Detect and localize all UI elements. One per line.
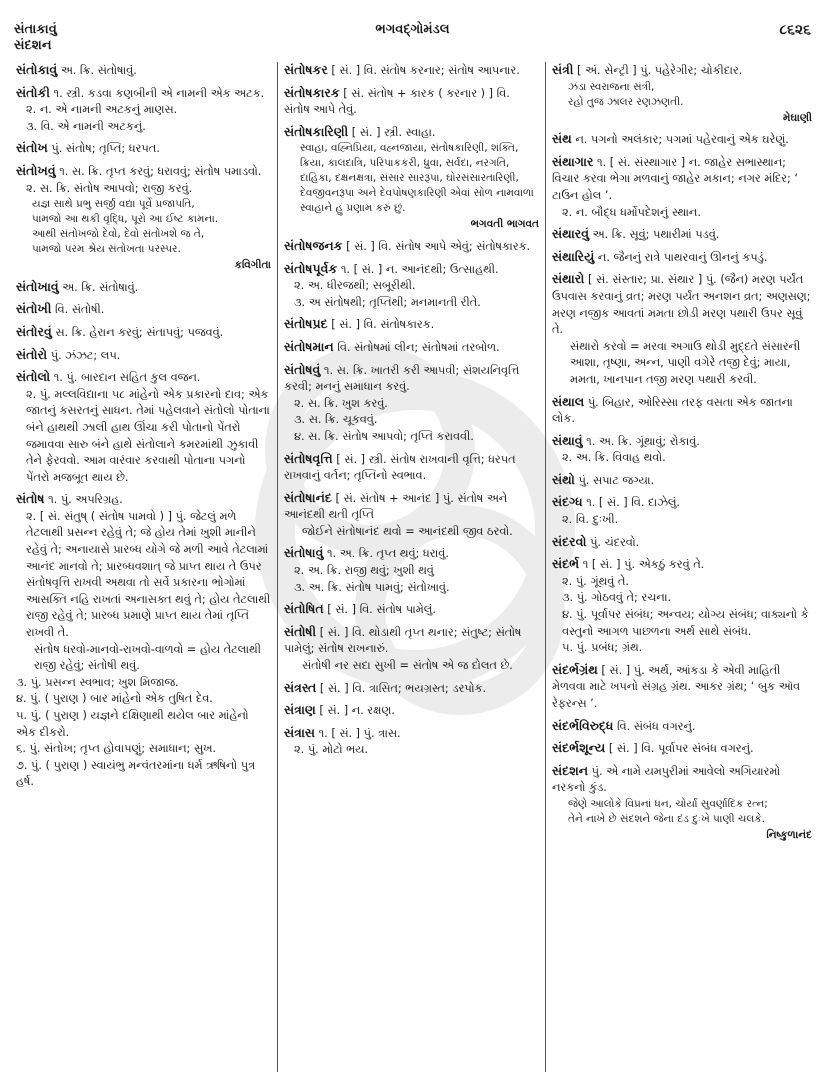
entry-line	[552, 494, 812, 512]
dictionary-entry	[552, 472, 812, 490]
headword: સંથાલ	[552, 393, 585, 409]
definition: ન. જૈનનું રાત્રે પાથરવાનું ઊનનું કપડું.	[597, 250, 768, 264]
dictionary-entry	[284, 316, 539, 334]
sense: ૨. સ. ક્રિ. ખુશ કરવું.	[294, 396, 388, 410]
dictionary-entry	[552, 662, 812, 713]
sense: ૨. વિ. દુઃખી.	[562, 513, 619, 527]
quotation-source: મેઘાણી	[782, 111, 812, 124]
sense: ૫. પું. ( પુરાણ ) યજ્ઞને દક્ષિણાથી થયેલ બાર માંહેનો એક દીકરો.	[16, 709, 249, 739]
quotation-line: પામજો પરમ શ્રેય સંતોખતા પરસ્પર.	[32, 243, 181, 256]
headword: સંતોલો	[16, 369, 51, 385]
idiom: સંતોષ ધરવો-માનવો-રાખવો-વાળવો = હોય તેટલાથી રાજી રહેવું; સંતોષી થવું.	[34, 642, 261, 673]
definition: [ સં. ] વિ. સંતોષ કરનાર; સંતોષ આપનાર.	[331, 64, 520, 77]
headword: સંતોખવું	[16, 162, 56, 178]
entry-line	[552, 534, 812, 552]
headword: સંતોકાવું	[16, 62, 58, 77]
definition: [ સં. ] વિ. થોડાથી તૃપ્ત થનાર; સંતુષ્ટ; સંતોષ પામેલું; સંતોષ રાખનારું.	[284, 625, 522, 656]
definition: વિ. સંબંધ વગરનું.	[616, 719, 696, 733]
definition: [ સં. સંતોષ + આનંદ ] પું. સંતોષ અને આનંદથી થતી તૃપ્તિ	[284, 491, 508, 522]
definition: ૧. સ્ત્રી. કડવા કણબીની એ નામની એક અટક.	[53, 86, 265, 100]
sense: ૨. ન. એ નામની અટકનું માણસ.	[26, 103, 178, 117]
sense: ૩. વિ. એ નામની અટકનું.	[26, 119, 146, 133]
entry-line	[552, 154, 812, 205]
sense: ૨. પું. મલ્લવિદ્યાના ૫૮ માંહેનો એક પ્રકારનો દાવ; એક જાતનું કસરતનું સાધન. તેમાં પહેલવાને સંતોલો પોતાના બંને હાથથી ઝાલી હાથ ઊંચા કરી પોતાનો પેંતરો જમાવવા સારુ બંને હાથે સંતોલાને કમરમાંથી ઝુકાવી તેને ફેરવવો. આમ વારંવાર કરવાથી પોતાના પગનો પેંતરો મજબૂત થાય છે.	[26, 387, 270, 484]
definition: ૧. [ સં. ] વિ. દાઝેલું.	[586, 496, 681, 510]
headword: સંથાગાર	[552, 153, 594, 169]
entry-line	[16, 369, 271, 387]
definition: [ સં. ] વિ. સંતોષકારક.	[331, 318, 435, 332]
sense: ૨. પું. મોટો ભય.	[294, 743, 368, 757]
dictionary-entry	[552, 249, 812, 267]
definition: વિ. સંતોષી.	[54, 303, 105, 317]
entry-line	[284, 601, 539, 619]
dictionary-entry	[552, 154, 812, 221]
dictionary-entry	[284, 490, 539, 541]
sense: ૭. પું. ( પુરાણ ) સ્વાયંભુ મન્વંતરમાંના ધર્મ ઋષિનો પુત્ર હર્ષ.	[16, 758, 256, 789]
dictionary-entry	[552, 62, 812, 126]
sense: ૬. પું. સંતોખ; તૃપ્ત હોવાપણું; સમાધાન; સુખ.	[16, 742, 216, 756]
headword: સંદર્ભ	[552, 556, 580, 572]
page-header	[0, 0, 825, 53]
headword: સંદરવો	[552, 533, 587, 549]
dictionary-entry	[284, 62, 539, 80]
sense: ૩. સ. ક્રિ. ચૂકવવું.	[294, 413, 378, 427]
entry-line	[16, 163, 271, 181]
headword: સંતોષાવું	[284, 545, 324, 561]
headword: સંતોષપ્રદ	[284, 316, 328, 332]
headword: સંથો	[552, 471, 575, 487]
entry-line	[284, 490, 539, 524]
entry-line	[552, 662, 812, 713]
definition: ૧. પું. અપરિગ્રહ.	[48, 493, 123, 507]
headword: સંથાવું	[552, 432, 583, 448]
entry-line	[16, 491, 271, 509]
headword: સંત્રસ્ત	[284, 679, 317, 695]
definition: [ સં. ] ન. રક્ષણ.	[319, 704, 395, 718]
dictionary-entry	[16, 62, 271, 80]
sense: ૪. પું. પૂર્વાપર સંબંધ; અન્વય; યોગ્ય સંબંધ; વાક્યનો કે વસ્તુનો આગળ પાછળના અર્થ સાથે સંબંધ.	[562, 608, 809, 638]
definition: ૧. [ સં. ] પું. ત્રાસ.	[318, 726, 401, 740]
column-2	[278, 62, 546, 1072]
entry-line	[284, 624, 539, 658]
headword: સંદગ્ધ	[552, 494, 583, 510]
headword: સંથારિયું	[552, 248, 595, 264]
definition: સ. ક્રિ. હેરાન કરવું; સંતાપવું; પજવવું.	[55, 325, 224, 339]
headword: સંતોષ	[16, 491, 45, 507]
definition: ૧ [ સં. ] પું. એકઠું કરવું તે.	[582, 558, 705, 572]
dictionary-entry	[16, 369, 271, 486]
definition: પું. એ નામે યમપુરીમાં આવેલો અગિયારમો નરકનો કુંડ.	[552, 764, 781, 795]
headword: સંદર્ભવિરુદ્ધ	[552, 717, 614, 733]
entry-line	[552, 249, 812, 267]
quotation-source: કવિગીતા	[234, 259, 271, 272]
definition: પું. બિહાર, ઓરિસ્સા તરફ વસતા એક જાતના લોક.	[552, 395, 793, 426]
definition: પું. ચંદરવો.	[590, 535, 640, 549]
headword: સંતોષાનંદ	[284, 489, 332, 505]
dictionary-entry	[552, 740, 812, 758]
definition: પું. સંતોષ; તૃપ્તિ; ધરપત.	[51, 142, 160, 156]
headword: સંતોષિત	[284, 601, 324, 617]
headword: સંતોષજનક	[284, 237, 343, 253]
entry-line	[552, 131, 812, 149]
sense: ૨. અ. ક્રિ. રાજી થવું; ખુશી થવું	[294, 564, 434, 578]
definition: ૧. [ સં. સંસ્થાગાર ] ન. જાહેર સભાસ્થાન; વિચાર કરવા ભેગા મળવાનું જાહેર મકાન; નગર મંદિર; ‘ ટાઉન હોલ ’.	[552, 155, 799, 202]
dictionary-entry	[284, 238, 539, 256]
definition: અ. ક્રિ. સંતોષાવું.	[60, 64, 137, 77]
sense: ૫. પું. પ્રબંધ; ગ્રંથ.	[562, 641, 643, 655]
headword: સંતોષી	[284, 623, 317, 639]
quotation-line: આથી સંતોખજો દેવો, દેવો સંતોખશે જ તે,	[32, 228, 205, 241]
page-number: ૮૬૨૬	[779, 22, 811, 38]
headword: સંતોખ	[16, 140, 48, 156]
entry-line	[552, 271, 812, 338]
sense: ૨. સ. ક્રિ. સંતોષ આપવો; રાજી કરવું.	[26, 181, 193, 195]
entry-line	[552, 472, 812, 490]
dictionary-entry	[552, 433, 812, 467]
headword: સંદશન	[552, 762, 589, 778]
definition: [ સં. સંસ્તાર; પ્રા. સંથાર ] પું. (જૈન) મરણ પર્યંત ઉપવાસ કરવાનું વ્રત; મરણ પર્યંત અનશન વ્રત; અણસણ; મરણ નજીક આવતાં મમતા છોડી મરણ પથારી ઉપર સૂવું તે.	[552, 273, 811, 337]
definition: [ સં. ] પું. અર્થ, આંકડા કે એવી માહિતી મેળવવા માટે ખપનો સંગ્રહ ગ્રંથ. આકર ગ્રંથ; ‘ બુક ઑવ રેફરન્સ ’.	[552, 663, 801, 710]
sense: ૪. સ. ક્રિ. સંતોષ આપવો; તૃપ્તિ કરાવવી.	[294, 429, 474, 443]
dictionary-entry	[552, 718, 812, 736]
definition: [ સં. ] વિ. સંતોષ આપે એવું; સંતોષકારક.	[346, 239, 531, 253]
sense: ૩. અ સંતોષથી; તૃપ્તિથી; મનમાનતી રીતે.	[294, 295, 481, 309]
dictionary-entry	[552, 131, 812, 149]
dictionary-entry	[284, 451, 539, 485]
headword: સંથારવું	[552, 226, 590, 242]
dictionary-entry	[552, 763, 812, 844]
dictionary-entry	[284, 624, 539, 675]
definition: ૧. અ. ક્રિ. ગૂંથાવું; રોકાવું.	[586, 434, 700, 448]
headword: સંતોષકારક	[284, 84, 340, 100]
entry-line	[16, 279, 271, 297]
dictionary-entry	[552, 534, 812, 552]
entry-line	[552, 62, 812, 80]
quotation-line: ઝંડા સ્વરાજના સંત્રી,	[568, 80, 655, 93]
dictionary-entry	[16, 85, 271, 136]
dictionary-entry	[16, 140, 271, 158]
definition: [ સં. ] સ્ત્રી. સ્વાહા.	[351, 125, 436, 139]
dictionary-columns	[10, 62, 818, 1072]
entry-line	[16, 140, 271, 158]
sense: ૨. ન. બૌદ્ધ ધર્મોપદેશનું સ્થાન.	[562, 205, 701, 219]
entry-line	[284, 85, 539, 119]
quotation-line: પામજો આ થકી વૃદ્ધિ, પૂરો આ ઈષ્ટ કામના.	[32, 213, 219, 226]
dictionary-entry	[284, 702, 539, 720]
entry-line	[284, 261, 539, 279]
dictionary-entry	[284, 362, 539, 446]
headword: સંતોખાવું	[16, 278, 59, 294]
quotation-line: તેને નાખે છે સંદશને જેના દંડ દુઃખે પાણી ચલકે.	[568, 812, 766, 825]
entry-line	[552, 740, 812, 758]
column-1	[10, 62, 278, 1072]
headword: સંદર્ભગ્રંથ	[552, 661, 598, 677]
definition: [ સં. ] વિ. સંતોષ પામેલું.	[327, 603, 436, 617]
sense: ૨. અ. ધીરજથી; સબૂરીથી.	[294, 279, 416, 293]
headword: સંથારો	[552, 271, 585, 287]
quotation-line: યજ્ઞ સાથે પ્રભુ સર્જી વદ્યા પૂર્વે પ્રજાપતિ,	[32, 198, 195, 211]
entry-line	[552, 556, 812, 574]
dictionary-entry	[284, 124, 539, 233]
definition: [ સં. સંતોષ + કારક ( કરનાર ) ] વિ. સંતોષ આપે તેવું.	[284, 86, 510, 117]
definition: ન. પગનો અલંકાર; પગમાં પહેરવાનું એક ઘરેણું.	[575, 133, 789, 147]
definition: ૧. સ. ક્રિ. ખાતરી કરી આપવી; સંશયનિવૃત્તિ કરવી; મનનું સમાધાન કરવું.	[284, 363, 520, 394]
dictionary-entry	[284, 339, 539, 357]
dictionary-entry	[284, 680, 539, 698]
entry-line	[552, 433, 812, 451]
entry-line	[552, 226, 812, 244]
definition: ૧. પું. બારદાન સહિત કુલ વજન.	[53, 371, 201, 385]
quotation-line: સ્વાહા, વહ્નિપ્રિયા, વહ્નજાયા, સંતોષકારિણી, શક્તિ, ક્રિયા, કાલદાત્રિ, પરિપાકકરી, ધ્રુવા, સર્વદા, નરગતિ, દાહિકા, દક્ષનક્ષત્રા, સંસાર સારરૂપા, ઘોરસંસારતારિણી, દેવજીવનરૂપા અને દેવપોષણકારિણી એવાં સોળ નામવાળાં સ્વાહાને હું પ્રણામ કરું છું.	[300, 142, 534, 215]
sense: ૩. પું. પ્રસન્ન સ્વભાવ; ખુશ મિજાજ.	[16, 675, 179, 689]
dictionary-entry	[284, 85, 539, 119]
dictionary-entry	[552, 394, 812, 428]
entry-line	[552, 718, 812, 736]
headword: સંતોખી	[16, 301, 52, 317]
headword: સંતોષવું	[284, 361, 321, 377]
dictionary-entry	[16, 324, 271, 342]
headword: સંતોષપૂર્વક	[284, 260, 338, 276]
headword: સંત્રી	[552, 62, 574, 77]
entry-line	[16, 62, 271, 80]
dictionary-entry	[16, 491, 271, 791]
entry-line	[284, 62, 539, 80]
dictionary-entry	[284, 545, 539, 596]
dictionary-entry	[16, 163, 271, 274]
quotation-source: ભગવતી ભાગવત	[470, 218, 539, 231]
entry-line	[284, 451, 539, 485]
column-3	[546, 62, 818, 1072]
entry-line	[284, 238, 539, 256]
entry-line	[552, 763, 812, 797]
dictionary-entry	[552, 494, 812, 528]
headword: સંતોષકર	[284, 62, 328, 77]
quotation-line: રહો તુજ ઝાલર રણઝણતી.	[568, 95, 684, 108]
definition: [ અં. સેન્ટ્રી ] પું. પહેરેગીર; ચોકીદાર.	[576, 64, 743, 77]
definition: ૧. સ. ક્રિ. તૃપ્ત કરવું; ધરાવવું; સંતોષ પમાડવો.	[59, 164, 262, 178]
entry-line	[284, 725, 539, 743]
sense: ૨. પું. ગૂંથવું તે.	[562, 574, 629, 588]
dictionary-entry	[552, 556, 812, 657]
sense: ૪. પું. ( પુરાણ ) બાર માંહેનો એક તુષિત દેવ.	[16, 692, 213, 706]
dictionary-title: ભગવદ્ગોમંડલ	[375, 22, 450, 37]
headword: સંત્રાસ	[284, 724, 316, 740]
dictionary-entry	[16, 301, 271, 319]
sense: ૩. પું. ગોઠવવું તે; રચના.	[562, 591, 672, 605]
headword: સંદર્ભશૂન્ય	[552, 740, 606, 756]
headword: સંતોષમાન	[284, 338, 334, 354]
dictionary-entry	[284, 601, 539, 619]
headword: સંતોરવું	[16, 323, 52, 339]
dictionary-entry	[552, 226, 812, 244]
entry-line	[552, 394, 812, 428]
definition: પું. સપાટ જગ્યા.	[578, 473, 655, 487]
idiom: સંતોષી નર સદા સુખી = સંતોષ એ જ દોલત છે.	[302, 659, 513, 673]
headword: સંતોરો	[16, 346, 48, 362]
sense: ૨. [ સં. સંતુષ્ ( સંતોષ પામવો ) ] પું. જેટલું મળે તેટલાથી પ્રસન્ન રહેવું તે; જે હોય તેમાં ખુશી માનીને રહેવું તે; અનાયાસે પ્રારબ્ધ યોગે જે મળી આવે તેટલામાં આનંદ માનવો તે; પ્રારબ્ધવશાત્ જે પ્રાપ્ત થાય તે ઉપર સંતોષવૃત્તિ રાખવી અથવા તો સર્વે પ્રકારના ભોગોમાં આસક્તિ નહિ રાખતાં અનાસક્ત થવું તે; હોય તેટલાથી રાજી રહેવું તે; પ્રારબ્ધ પ્રમાણે પ્રાપ્ત થાય તેમાં તૃપ્તિ રાખવી તે.	[26, 509, 271, 640]
headword: સંથ	[552, 131, 572, 147]
headword: સંતોષકારિણી	[284, 123, 349, 139]
dictionary-entry	[284, 261, 539, 312]
entry-line	[284, 545, 539, 563]
entry-line	[284, 702, 539, 720]
entry-line	[284, 362, 539, 396]
definition: [ સં. ] સ્ત્રી. સંતોષ રાખવાની વૃત્તિ; ધરપત રાખવાનું વર્તન; તૃપ્તિનો સ્વભાવ.	[284, 452, 516, 483]
entry-line	[284, 316, 539, 334]
dictionary-entry	[16, 347, 271, 365]
entry-line	[16, 324, 271, 342]
entry-line	[284, 339, 539, 357]
headword: સંત્રાણ	[284, 702, 316, 718]
definition: અ. ક્રિ. સૂવું; પથારીમાં પડવું.	[592, 228, 720, 242]
dictionary-entry	[552, 271, 812, 388]
entry-line	[16, 85, 271, 103]
entry-line	[16, 347, 271, 365]
idiom: સંથારો કરવો = મરવા અગાઉ થોડી મુદ્દતે સંસારની આશા, તૃષ્ણા, અન્ન, પાણી વગેરે તજી દેવું; માયા, મમતા, ખાનપાન તજી મરણ પથારી કરવી.	[570, 339, 801, 386]
definition: ૧. [ સં. ] ન. આનંદથી; ઉત્સાહથી.	[340, 262, 499, 276]
definition: અ. ક્રિ. સંતોષાવું.	[62, 280, 139, 294]
sense: ૩. અ. ક્રિ. સંતોષ પામવું; સંતોખાવું.	[294, 580, 450, 594]
definition: [ સં. ] વિ. પૂર્વાપર સંબંધ વગરનું.	[608, 742, 754, 756]
quotation-source: નિષ્કુળાનંદ	[766, 828, 812, 841]
definition: ૧. અ. ક્રિ. તૃપ્ત થવું; ધરાવું.	[326, 547, 449, 561]
headword: સંતોષવૃત્તિ	[284, 450, 333, 466]
sense: ૨. અ. ક્રિ. વિવાહ થવો.	[562, 451, 666, 465]
dictionary-entry	[16, 279, 271, 297]
entry-line	[284, 124, 539, 142]
dictionary-entry	[284, 725, 539, 759]
definition: પું. ઝંઝટ; લપ.	[50, 348, 121, 362]
entry-line	[16, 301, 271, 319]
definition: વિ. સંતોષમાં લીન; સંતોષમાં તરબોળ.	[337, 340, 500, 354]
guide-word-first: સંતાકાવું	[14, 22, 57, 37]
headword: સંતોકી	[16, 84, 50, 100]
guide-word-last: સંદશન	[14, 38, 52, 53]
entry-line	[284, 680, 539, 698]
idiom: જોઈને સંતોષાનંદ થવો = આનંદથી જીવ ઠરવો.	[302, 524, 513, 538]
definition: [ સં. ] વિ. ત્રાસિત; ભયગ્રસ્ત; ડરપોક.	[319, 681, 487, 695]
quotation-line: જેણે આલોકે વિપ્રનાં ધન, ચોર્યાં સુવર્ણાદિક રત્ન;	[568, 797, 768, 810]
